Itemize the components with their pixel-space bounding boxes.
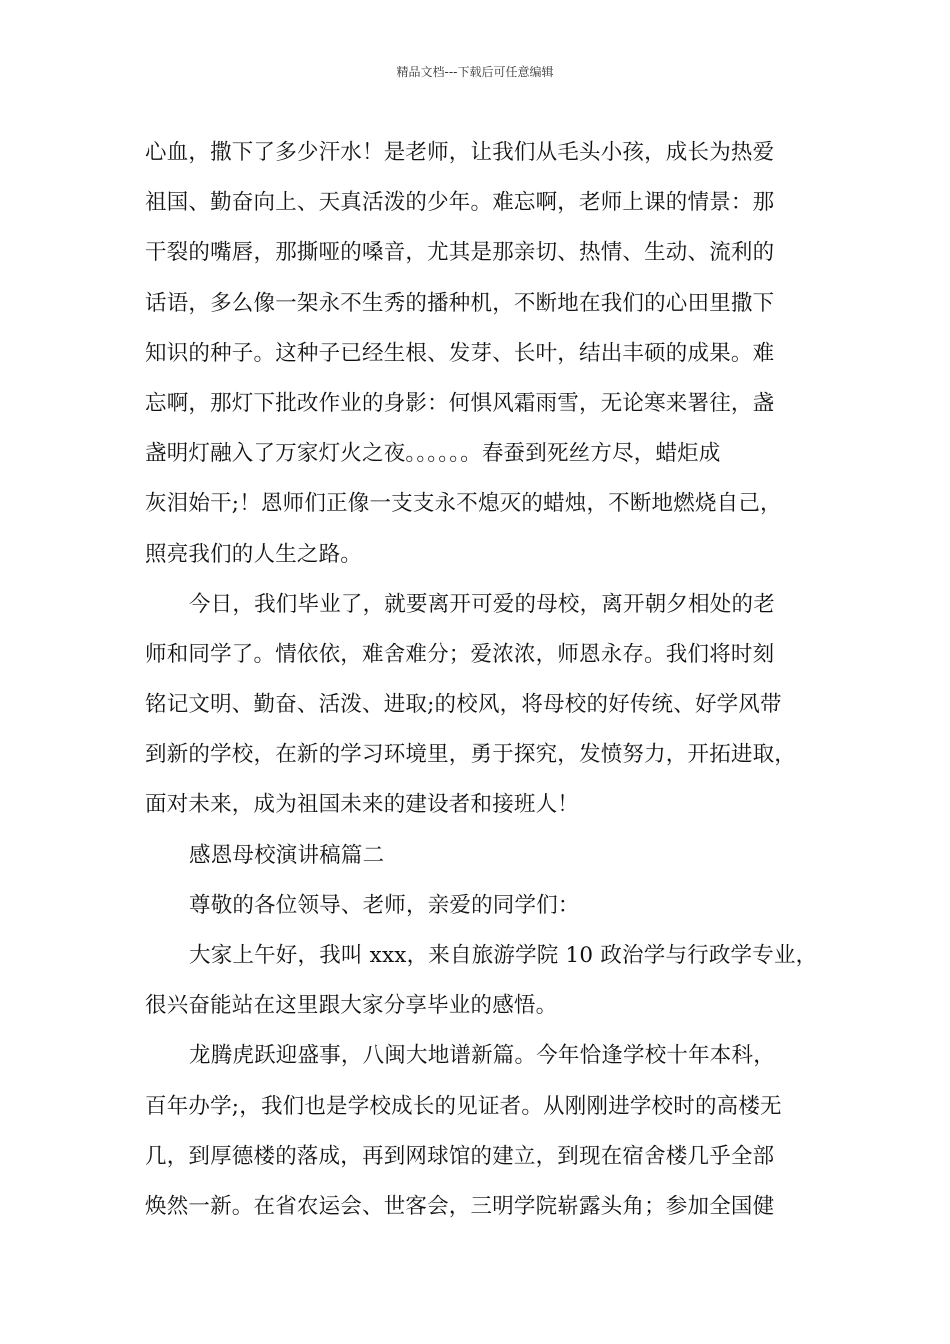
text-line: 尊敬的各位领导、老师，亲爱的同学们： [189, 892, 580, 918]
text-line: 焕然一新。在省农运会、世客会，三明学院崭露头角；参加全国健 [145, 1193, 775, 1219]
text-line: 几，到厚德楼的落成，再到网球馆的建立，到现在宿舍楼几乎全部 [145, 1143, 775, 1169]
text-line: 大家上午好，我叫 xxx，来自旅游学院 10 政治学与行政学专业， [189, 943, 818, 968]
text-line: 祖国、勤奋向上、天真活泼的少年。难忘啊，老师上课的情景：那 [145, 190, 775, 216]
text-line: 师和同学了。情依依，难舍难分；爱浓浓，师恩永存。我们将时刻 [145, 641, 775, 667]
text-line: 盏明灯融入了万家灯火之夜。。。。。。春蚕到死丝方尽，蜡炬成 [145, 441, 721, 467]
text-line: 知识的种子。这种子已经生根、发芽、长叶，结出丰硕的成果。难 [145, 340, 775, 366]
text-line: 心血，撒下了多少汗水！是老师，让我们从毛头小孩，成长为热爱 [145, 140, 775, 165]
text-line: 龙腾虎跃迎盛事，八闽大地谱新篇。今年恰逢学校十年本科， [189, 1043, 775, 1069]
text-line: 照亮我们的人生之路。 [145, 541, 363, 567]
text-line: 灰泪始干;！恩师们正像一支支永不熄灭的蜡烛，不断地燃烧自己， [145, 491, 782, 517]
text-line: 话语，多么像一架永不生秀的播种机，不断地在我们的心田里撒下 [145, 290, 775, 316]
document-body [145, 128, 818, 1232]
text-line: 铭记文明、勤奋、活泼、进取;的校风，将母校的好传统、好学风带 [145, 692, 782, 718]
text-line: 很兴奋能站在这里跟大家分享毕业的感悟。 [145, 993, 558, 1019]
text-line: 面对未来，成为祖国未来的建设者和接班人！ [145, 792, 580, 818]
text-line: 忘啊，那灯下批改作业的身影：何惧风霜雨雪，无论寒来署往，盏 [145, 390, 775, 416]
text-line: 感恩母校演讲稿篇二 [189, 842, 385, 868]
text-line: 干裂的嘴唇，那撕哑的嗓音，尤其是那亲切、热情、生动、流利的 [145, 240, 775, 266]
text-line: 到新的学校，在新的学习环境里，勇于探究，发愤努力，开拓进取， [145, 742, 797, 768]
text-line: 今日，我们毕业了，就要离开可爱的母校，离开朝夕相处的老 [189, 591, 775, 617]
page-header: 精品文档---下载后可任意编辑 [396, 65, 554, 79]
text-line: 百年办学;，我们也是学校成长的见证者。从刚刚进学校时的高楼无 [145, 1093, 782, 1119]
